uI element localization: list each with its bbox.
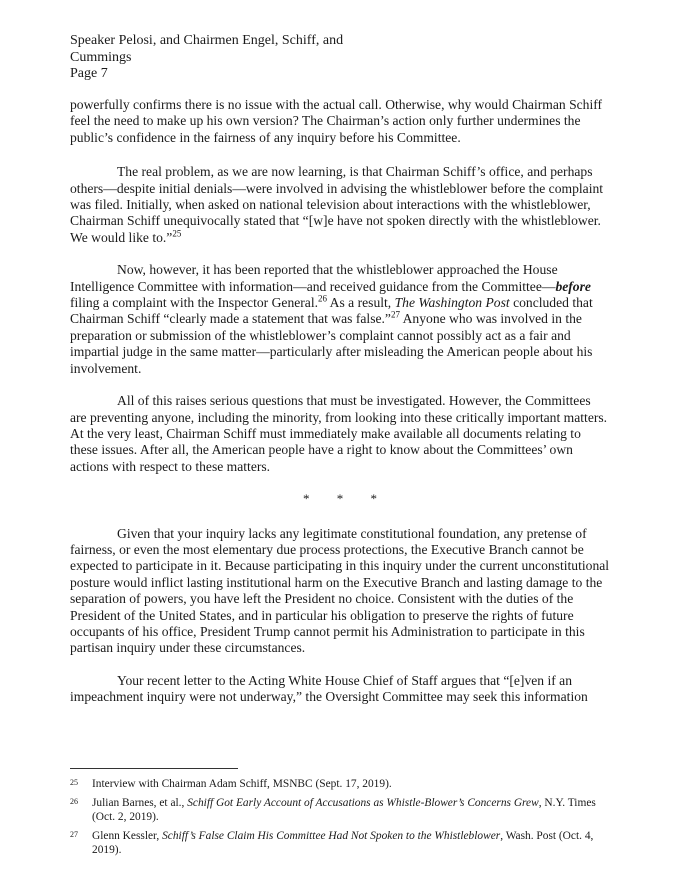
paragraph-3-text-e: Anyone who was involved in the preparation or submission of the whistleblower’s complaint cannot possibly act as a fair and impartial judge in the same matter—particularly after misleading the American people about his involvement.	[70, 311, 593, 376]
paragraph-1-text: powerfully confirms there is no issue with the actual call. Otherwise, why would Chairman Schiff feel the need to make up his own version? The Chairman’s action only further undermines the public’s confidence in the fairness of any inquiry before his Committee.	[70, 97, 603, 145]
separator-asterisk-1: *	[303, 491, 310, 507]
footnote-number: 26	[70, 797, 78, 806]
paragraph-3-publication-name: The Washington Post	[394, 295, 510, 311]
footnote-27	[70, 829, 610, 857]
paragraph-4	[70, 393, 610, 475]
section-separator	[70, 491, 610, 507]
header-addressees-line2: Cummings	[70, 49, 132, 65]
footnote-number: 25	[70, 778, 78, 787]
paragraph-3-text-a: Now, however, it has been reported that the whistleblower approached the House Intelligence Committee with information—and received guidance from the Committee—	[70, 262, 558, 294]
footnote-25-text: Interview with Chairman Adam Schiff, MSNBC (Sept. 17, 2019).	[92, 778, 392, 790]
letter-header	[70, 33, 590, 83]
footnote-26-title: Schiff Got Early Account of Accusations as Whistle-Blower’s Concerns Grew	[187, 797, 539, 809]
paragraph-2	[70, 164, 610, 246]
separator-asterisk-3: *	[370, 491, 377, 507]
paragraph-3-text-b: filing a complaint with the Inspector General.	[70, 295, 319, 311]
footnote-text	[92, 829, 610, 857]
paragraph-3-emphasis-before: before	[555, 278, 591, 294]
footnote-27-author: Glenn Kessler,	[92, 830, 163, 842]
header-addressees-line1: Speaker Pelosi, and Chairmen Engel, Schiff, and	[70, 33, 344, 48]
footnote-25	[70, 777, 610, 791]
paragraph-4-text: All of this raises serious questions that must be investigated. However, the Committees are preventing anyone, including the minority, from looking into these critically important matters. At the very least, Chairman Schiff must immediately make available all documents relating to these issues. After all, the American people have a right to know about the Committees’ own actions with respect to these matters.	[70, 393, 608, 474]
footnote-26-source: , N.Y. Times (Oct. 2, 2019).	[92, 797, 596, 823]
footnote-divider	[70, 768, 238, 769]
header-page-number: Page 7	[70, 66, 108, 81]
footnote-ref-26: 26	[318, 293, 328, 304]
footnote-ref-27: 27	[390, 309, 400, 320]
footnote-ref-25: 25	[172, 228, 182, 239]
separator-asterisk-2: *	[336, 491, 344, 507]
footnote-27-title: Schiff’s False Claim His Committee Had Not Spoken to the Whistleblower	[162, 830, 501, 842]
footnote-26-author: Julian Barnes, et al.,	[92, 797, 188, 809]
paragraph-1	[70, 97, 610, 146]
paragraph-2-text: The real problem, as we are now learning, is that Chairman Schiff’s office, and perhaps others—despite initial denials—were involved in advising the whistleblower before the complaint was filed. Initially, when asked on national television about interactions with the whistleblower, Chairman Schiff unequivocally stated that “[w]e have not spoken directly with the whistleblower. We would like to.”	[70, 164, 604, 245]
paragraph-3-text-d: concluded that Chairman Schiff “clearly made a statement that was false.”	[70, 295, 593, 327]
letter-body	[70, 97, 610, 722]
paragraph-6-text: Your recent letter to the Acting White House Chief of Staff argues that “[e]ven if an impeachment inquiry were not underway,” the Oversight Committee may seek this information	[70, 672, 588, 705]
footnote-text	[92, 796, 610, 824]
footnote-text	[92, 777, 610, 791]
paragraph-5	[70, 526, 610, 657]
footnote-26	[70, 796, 610, 824]
paragraph-3-text-c: As a result,	[327, 295, 395, 311]
paragraph-6	[70, 673, 610, 706]
paragraph-3	[70, 262, 610, 377]
footnotes-section	[70, 768, 610, 862]
footnote-number: 27	[70, 830, 78, 839]
paragraph-5-text: Given that your inquiry lacks any legitimate constitutional foundation, any pretense of fairness, or even the most elementary due process protections, the Executive Branch cannot be expected to participate in it. Because participating in this inquiry under the current unconstitutional posture would inflict lasting institutional harm on the Executive Branch and lasting damage to the separation of powers, you have left the President no choice. Consistent with the duties of the President of the United States, and in particular his obligation to preserve the rights of future occupants of his office, President Trump cannot permit his Administration to participate in this partisan inquiry under these circumstances.	[70, 525, 610, 656]
footnote-27-source: , Wash. Post (Oct. 4, 2019).	[92, 830, 594, 856]
